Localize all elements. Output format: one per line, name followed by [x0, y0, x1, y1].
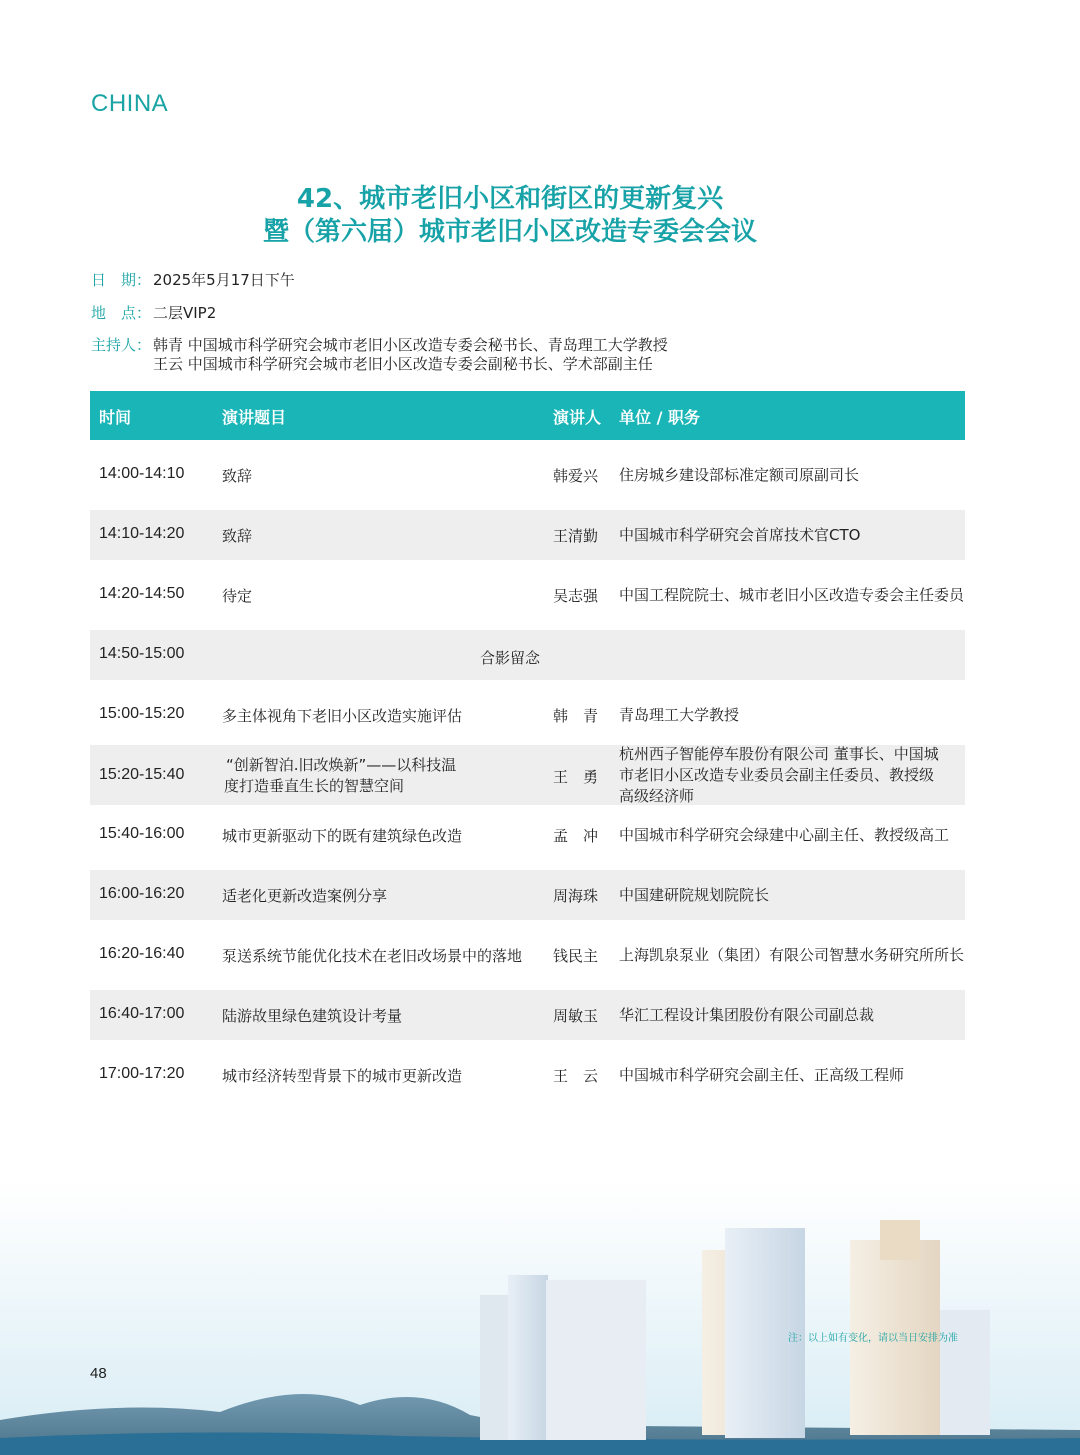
table-row: [90, 630, 965, 680]
row-org: 中国城市科学研究会首席技术官CTO: [619, 526, 861, 544]
page-title-line1: 42、城市老旧小区和街区的更新复兴: [296, 184, 724, 214]
row-topic: 城市更新驱动下的既有建筑绿色改造: [222, 827, 463, 845]
row-topic: 城市经济转型背景下的城市更新改造: [222, 1067, 463, 1085]
info-place: [91, 303, 216, 323]
table-row: [90, 870, 965, 920]
row-speaker: 王清勤: [553, 527, 599, 545]
row-speaker: 周敏玉: [553, 1007, 599, 1025]
row-speaker: 韩爱兴: [553, 467, 599, 485]
row-topic: 多主体视角下老旧小区改造实施评估: [222, 707, 463, 725]
row-time: 15:00-15:20: [99, 705, 185, 722]
table-row: [90, 990, 965, 1040]
row-org: 中国工程院院士、城市老旧小区改造专委会主任委员: [619, 586, 965, 604]
place-value: 二层VIP2: [153, 304, 217, 322]
row-speaker: 钱民主: [553, 947, 599, 965]
row-photo-session: 合影留念: [479, 649, 540, 667]
date-value: 2025年5月17日下午: [153, 271, 295, 289]
row-speaker: 孟 冲: [553, 827, 599, 845]
cityscape-illustration: [0, 1180, 1080, 1455]
row-topic: 适老化更新改造案例分享: [222, 887, 388, 905]
row-time: 17:00-17:20: [99, 1065, 185, 1082]
row-speaker: 王 勇: [553, 768, 599, 786]
row-time: 14:50-15:00: [99, 645, 185, 662]
row-time: 15:20-15:40: [99, 766, 185, 783]
row-org: 华汇工程设计集团股份有限公司副总裁: [619, 1006, 875, 1024]
row-time: 14:20-14:50: [99, 585, 185, 602]
row-topic: 待定: [222, 587, 253, 605]
row-org: 青岛理工大学教授: [619, 706, 740, 724]
header-time: 时间: [99, 408, 132, 427]
row-time: 16:00-16:20: [99, 885, 185, 902]
row-speaker: 周海珠: [553, 887, 599, 905]
row-topic-line1: “创新智泊.旧改焕新”——以科技温: [226, 756, 457, 774]
row-speaker: 吴志强: [553, 587, 599, 605]
host-2: 王云 中国城市科学研究会城市老旧小区改造专委会副秘书长、学术部副主任: [153, 355, 653, 373]
row-topic: 陆游故里绿色建筑设计考量: [222, 1007, 403, 1025]
row-org-line3: 高级经济师: [619, 787, 695, 805]
date-label: 日 期：: [91, 271, 152, 289]
row-topic: 致辞: [222, 467, 253, 485]
row-topic-line2: 度打造垂直生长的智慧空间: [224, 777, 405, 795]
row-speaker: 王 云: [553, 1067, 599, 1085]
row-time: 14:10-14:20: [99, 525, 185, 542]
host-label: 主持人：: [91, 336, 152, 354]
row-org: 中国城市科学研究会副主任、正高级工程师: [619, 1066, 905, 1084]
table-row: [90, 690, 965, 740]
host-1: 韩青 中国城市科学研究会城市老旧小区改造专委会秘书长、青岛理工大学教授: [153, 336, 668, 354]
brand-label: CHINA: [91, 90, 169, 117]
row-org-line1: 杭州西子智能停车股份有限公司 董事长、中国城: [619, 745, 939, 763]
place-label: 地 点：: [91, 304, 152, 322]
row-time: 14:00-14:10: [99, 465, 185, 482]
footnote: 注：以上如有变化，请以当日安排为准: [788, 1333, 958, 1344]
row-topic: 致辞: [222, 527, 253, 545]
row-time: 16:20-16:40: [99, 945, 185, 962]
row-speaker: 韩 青: [553, 707, 599, 725]
row-time: 16:40-17:00: [99, 1005, 185, 1022]
row-org: 中国建研院规划院院长: [619, 886, 770, 904]
row-org: 中国城市科学研究会绿建中心副主任、教授级高工: [619, 826, 950, 844]
row-org-line2: 市老旧小区改造专业委员会副主任委员、教授级: [619, 766, 935, 784]
table-row: [90, 745, 965, 805]
page-number: 48: [90, 1365, 107, 1382]
table-row: [90, 1050, 965, 1100]
table-row: [90, 930, 965, 980]
header-topic: 演讲题目: [222, 408, 287, 427]
header-speaker: 演讲人: [553, 408, 602, 427]
table-row: [90, 570, 965, 620]
info-date: [91, 270, 295, 290]
table-row: [90, 450, 965, 500]
page-title-line2: 暨（第六届）城市老旧小区改造专委会会议: [262, 217, 757, 247]
table-row: [90, 510, 965, 560]
row-topic: 泵送系统节能优化技术在老旧改场景中的落地: [222, 947, 523, 965]
row-time: 15:40-16:00: [99, 825, 185, 842]
header-org: 单位 / 职务: [619, 408, 700, 427]
table-row: [90, 810, 965, 860]
info-host: [91, 335, 668, 355]
table-header: [90, 391, 965, 440]
row-org: 住房城乡建设部标准定额司原副司长: [619, 466, 860, 484]
row-org: 上海凯泉泵业（集团）有限公司智慧水务研究所所长: [619, 946, 965, 964]
